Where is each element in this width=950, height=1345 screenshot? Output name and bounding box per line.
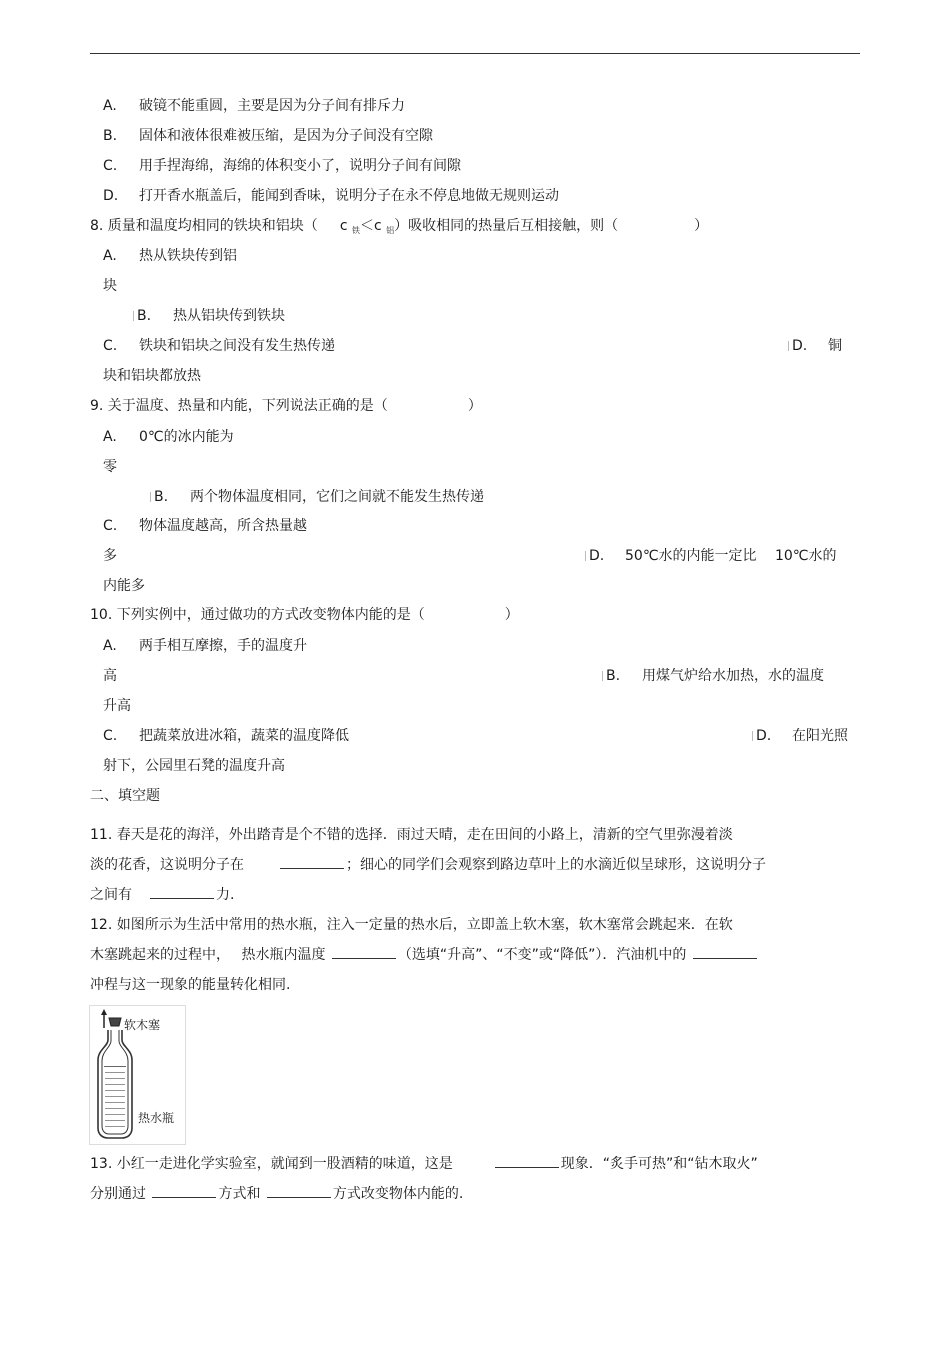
option-label: A. — [103, 429, 117, 445]
option-label: D. — [792, 338, 808, 354]
answer-blank[interactable] — [495, 1155, 559, 1168]
option-text: 固体和液体很难被压缩，是因为分子间没有空隙 — [139, 128, 433, 144]
option-text: 把蔬菜放进冰箱，蔬菜的温度降低 — [139, 728, 349, 744]
thermos-figure — [89, 1005, 186, 1145]
q13-text: 分别通过 — [90, 1186, 146, 1202]
q9-stem-text: 9. 关于温度、热量和内能，下列说法正确的是（ — [90, 398, 388, 414]
q10-option-c — [103, 727, 349, 745]
answer-blank[interactable] — [693, 946, 757, 959]
q12-text: 木塞跳起来的过程中， 热水瓶内温度 — [90, 947, 326, 963]
bottle-label: 热水瓶 — [138, 1111, 175, 1125]
q8-option-a — [103, 247, 237, 265]
q11-line2 — [90, 856, 766, 874]
q9-option-c — [103, 517, 307, 535]
q9-option-d-wrap: 内能多 — [103, 578, 145, 594]
subscript-iron: 铁 — [351, 226, 360, 235]
option-text: 打开香水瓶盖后，能闻到香味，说明分子在永不停息地做无规则运动 — [139, 188, 559, 204]
option-text: 热从铝块传到铁块 — [173, 308, 285, 324]
q7-option-a — [103, 97, 405, 115]
option-text: 物体温度越高，所含热量越 — [139, 518, 307, 534]
option-text: 在阳光照 — [792, 728, 848, 744]
bullet-tick — [133, 311, 134, 321]
q11-text: ；细心的同学们会观察到路边草叶上的水滴近似呈球形，这说明分子 — [346, 857, 766, 873]
q13-line1 — [90, 1155, 758, 1173]
answer-blank[interactable] — [267, 1185, 331, 1198]
option-text: 两个物体温度相同，它们之间就不能发生热传递 — [190, 489, 484, 505]
q10-option-a — [103, 637, 307, 655]
option-text: 铜 — [828, 338, 842, 354]
q8-option-d — [788, 337, 842, 355]
q13-text: 13. 小红一走进化学实验室，就闻到一股酒精的味道，这是 — [90, 1156, 453, 1172]
bullet-tick — [602, 671, 603, 681]
q8-option-c — [103, 337, 335, 355]
option-label: A. — [103, 248, 117, 264]
answer-paren-close: ） — [694, 218, 709, 234]
answer-blank[interactable] — [152, 1185, 216, 1198]
option-label: C. — [103, 338, 118, 354]
q13-text: 现象．“炙手可热”和“钻木取火” — [560, 1156, 758, 1172]
q7-option-c — [103, 157, 461, 175]
q13-line2 — [90, 1185, 463, 1203]
option-text: 铁块和铝块之间没有发生热传递 — [139, 338, 335, 354]
bullet-tick — [752, 731, 753, 741]
answer-blank[interactable] — [332, 946, 396, 959]
q13-text: 方式和 — [218, 1186, 261, 1202]
option-label: B. — [137, 308, 152, 324]
option-label: C. — [103, 158, 118, 174]
option-label: D. — [756, 728, 772, 744]
specific-heat-symbol: c — [339, 218, 348, 234]
q10-stem — [90, 606, 519, 624]
q11-line1: 11. 春天是花的海洋，外出踏青是个不错的选择．雨过天晴，走在田间的小路上，清新的空气里弥漫着淡 — [90, 827, 733, 843]
q7-option-d — [103, 187, 559, 205]
option-text: 两手相互摩擦，手的温度升 — [139, 638, 307, 654]
q9-option-a — [103, 428, 234, 446]
q10-stem-text: 10. 下列实例中，通过做功的方式改变物体内能的是（ — [90, 607, 425, 623]
q11-text: 之间有 — [90, 887, 132, 903]
section-title: 二、填空题 — [90, 788, 160, 804]
q9-option-c-wrap: 多 — [103, 548, 117, 564]
q8-stem-start: 8. 质量和温度均相同的铁块和铝块（ — [90, 218, 318, 234]
q9-option-d — [585, 547, 837, 565]
specific-heat-symbol: c — [373, 218, 382, 234]
option-label: D. — [103, 188, 119, 204]
header-rule — [90, 53, 860, 54]
q9-option-b — [150, 488, 484, 506]
bullet-tick — [585, 551, 586, 561]
answer-paren-close: ） — [504, 607, 519, 623]
q10-option-d-wrap: 射下，公园里石凳的温度升高 — [103, 758, 285, 774]
answer-paren-close: ） — [467, 398, 482, 414]
q10-option-a-wrap: 高 — [103, 668, 117, 684]
option-label: B. — [154, 489, 169, 505]
q12-text: （选填“升高”、“不变”或“降低”）．汽油机中的 — [397, 947, 687, 963]
q8-option-a-wrap: 块 — [103, 278, 117, 294]
option-label: B. — [103, 128, 118, 144]
q10-option-b — [602, 667, 824, 685]
less-than-sign: ＜ — [359, 218, 374, 234]
option-text: 破镜不能重圆，主要是因为分子间有排斥力 — [139, 98, 405, 114]
q9-stem — [90, 397, 482, 415]
option-text: 热从铁块传到铝 — [139, 248, 237, 264]
q13-text: 方式改变物体内能的. — [332, 1186, 464, 1202]
q8-option-b — [133, 307, 285, 325]
q11-text: 力. — [216, 887, 235, 903]
option-label: A. — [103, 98, 117, 114]
q7-option-b — [103, 127, 433, 145]
answer-blank[interactable] — [150, 886, 214, 899]
cork-label: 软木塞 — [124, 1018, 161, 1032]
option-text: 0℃的冰内能为 — [139, 429, 234, 445]
q9-option-a-wrap: 零 — [103, 459, 117, 475]
q12-line1: 12. 如图所示为生活中常用的热水瓶，注入一定量的热水后，立即盖上软木塞，软木塞常会跳起来．在软 — [90, 917, 733, 933]
subscript-aluminum: 铝 — [386, 226, 395, 235]
q12-line2 — [90, 946, 759, 964]
option-label: C. — [103, 518, 118, 534]
option-label: D. — [589, 548, 605, 564]
answer-blank[interactable] — [280, 856, 344, 869]
q8-stem — [90, 217, 708, 237]
option-text: 用手捏海绵，海绵的体积变小了，说明分子间有间隙 — [139, 158, 461, 174]
option-label: B. — [606, 668, 621, 684]
option-label: A. — [103, 638, 117, 654]
option-label: C. — [103, 728, 118, 744]
q8-stem-end: ）吸收相同的热量后互相接触，则（ — [394, 218, 619, 234]
q11-line3 — [90, 886, 234, 904]
q10-option-b-wrap: 升高 — [103, 698, 131, 714]
q8-option-d-wrap: 块和铝块都放热 — [103, 368, 201, 384]
option-text: 用煤气炉给水加热，水的温度 — [642, 668, 824, 684]
q12-line3: 冲程与这一现象的能量转化相同. — [90, 977, 291, 993]
q11-text: 淡的花香，这说明分子在 — [90, 857, 244, 873]
bullet-tick — [788, 341, 789, 351]
bullet-tick — [150, 492, 151, 502]
option-text: 50℃水的内能一定比 10℃水的 — [625, 548, 837, 564]
q10-option-d — [752, 727, 848, 745]
